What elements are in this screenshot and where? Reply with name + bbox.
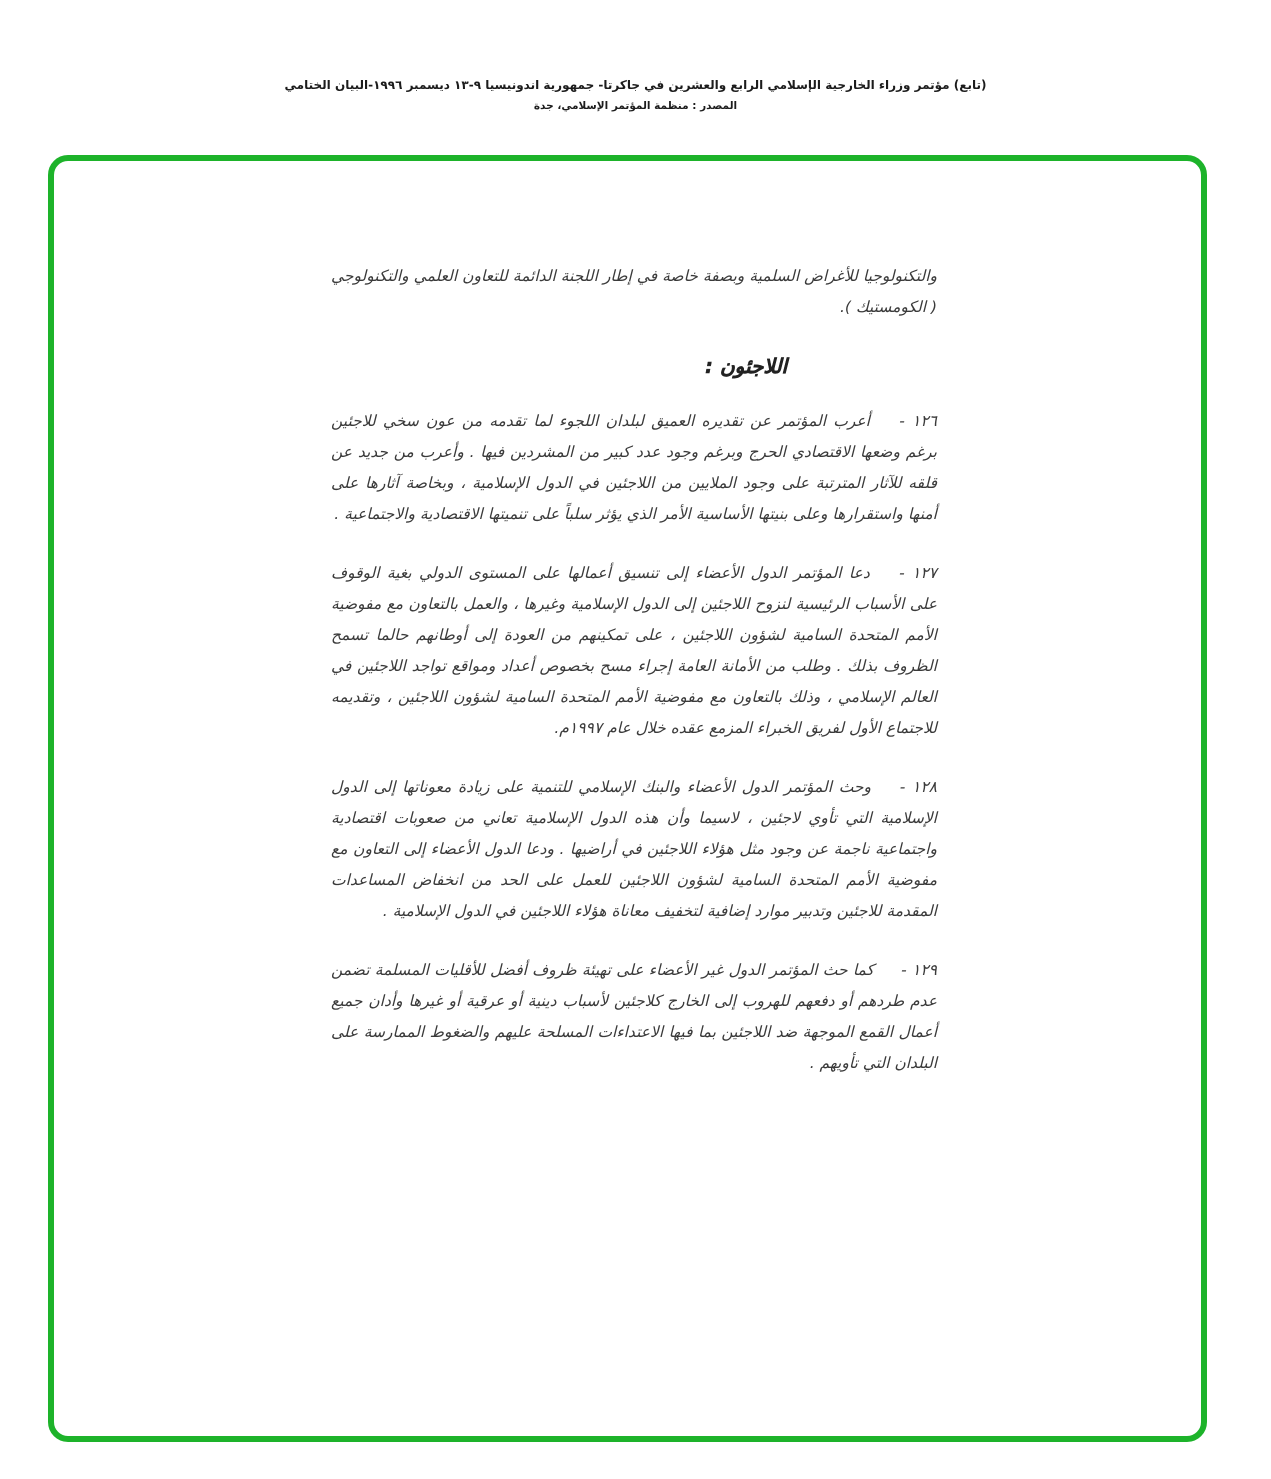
paragraph-129 [331, 955, 937, 1079]
paragraph-128-number: ١٢٨ - [899, 778, 937, 796]
page-header [0, 78, 1271, 112]
paragraph-127-number: ١٢٧ - [899, 564, 937, 582]
paragraph-128-text: وحث المؤتمر الدول الأعضاء والبنك الإسلامي للتنمية على زيادة معوناتها إلى الدول الإسلامية التي تأوي لاجئين ، لاسيما وأن هذه الدول الإسلامية تعاني من صعوبات اقتصادية واجتماعية ناجمة عن وجود مثل هؤلاء اللاجئين في أراضيها . ودعا الدول الأعضاء إلى التعاون مع مفوضية الأمم المتحدة السامية لشؤون اللاجئين للعمل على الحد من انخفاض المساعدات المقدمة للاجئين وتدبير موارد إضافية لتخفيف معاناة هؤلاء اللاجئين في الدول الإسلامية . [331, 778, 937, 920]
paragraph-128 [331, 772, 937, 927]
section-heading-refugees: اللاجئون : [705, 354, 787, 378]
paragraph-129-number: ١٢٩ - [901, 961, 937, 979]
document-source: المصدر : منظمة المؤتمر الإسلامي، جدة [533, 100, 738, 112]
paragraph-126 [331, 406, 937, 530]
paragraph-127 [331, 558, 937, 744]
paragraph-127-text: دعا المؤتمر الدول الأعضاء إلى تنسيق أعمالها على المستوى الدولي بغية الوقوف على الأسباب الرئيسية لنزوح اللاجئين إلى الدول الإسلامية وغيرها ، والعمل بالتعاون مع مفوضية الأمم المتحدة السامية لشؤون اللاجئين ، على تمكينهم من العودة إلى أوطانهم حالما تسمح الظروف بذلك . وطلب من الأمانة العامة إجراء مسح بخصوص أعداد ومواقع تواجد اللاجئين في العالم الإسلامي ، وذلك بالتعاون مع مفوضية الأمم المتحدة السامية لشؤون اللاجئين ، وتقديمه للاجتماع الأول لفريق الخبراء المزمع عقده خلال عام ١٩٩٧م. [331, 564, 937, 737]
intro-paragraph: والتكنولوجيا للأغراض السلمية وبصفة خاصة في إطار اللجنة الدائمة للتعاون العلمي والتكنولوجي ( الكومستيك ). [331, 267, 937, 316]
document-border-frame [48, 155, 1207, 1442]
paragraph-126-number: ١٢٦ - [899, 412, 937, 430]
paragraph-126-text: أعرب المؤتمر عن تقديره العميق لبلدان اللجوء لما تقدمه من عون سخي للاجئين برغم وضعها الاقتصادي الحرج وبرغم وجود عدد كبير من المشردين فيها . وأعرب من جديد عن قلقه للآثار المترتبة على وجود الملايين من اللاجئين في الدول الإسلامية ، وبخاصة آثارها على أمنها واستقرارها وعلى بنيتها الأساسية الأمر الذي يؤثر سلباً على تنميتها الاقتصادية والاجتماعية . [331, 412, 937, 523]
document-content [331, 261, 937, 1107]
document-title: (تابع) مؤتمر وزراء الخارجية الإسلامي الرابع والعشرين في جاكرتا- جمهورية اندونيسيا ٩-١٣ ديسمبر ١٩٩٦-البيان الختامي [284, 78, 987, 92]
paragraph-129-text: كما حث المؤتمر الدول غير الأعضاء على تهيئة ظروف أفضل للأقليات المسلمة تضمن عدم طردهم أو دفعهم للهروب إلى الخارج كلاجئين لأسباب دينية أو عرقية أو غيرها وأدان جميع أعمال القمع الموجهة ضد اللاجئين بما فيها الاعتداءات المسلحة عليهم والضغوط الممارسة على البلدان التي تأويهم . [331, 961, 937, 1072]
